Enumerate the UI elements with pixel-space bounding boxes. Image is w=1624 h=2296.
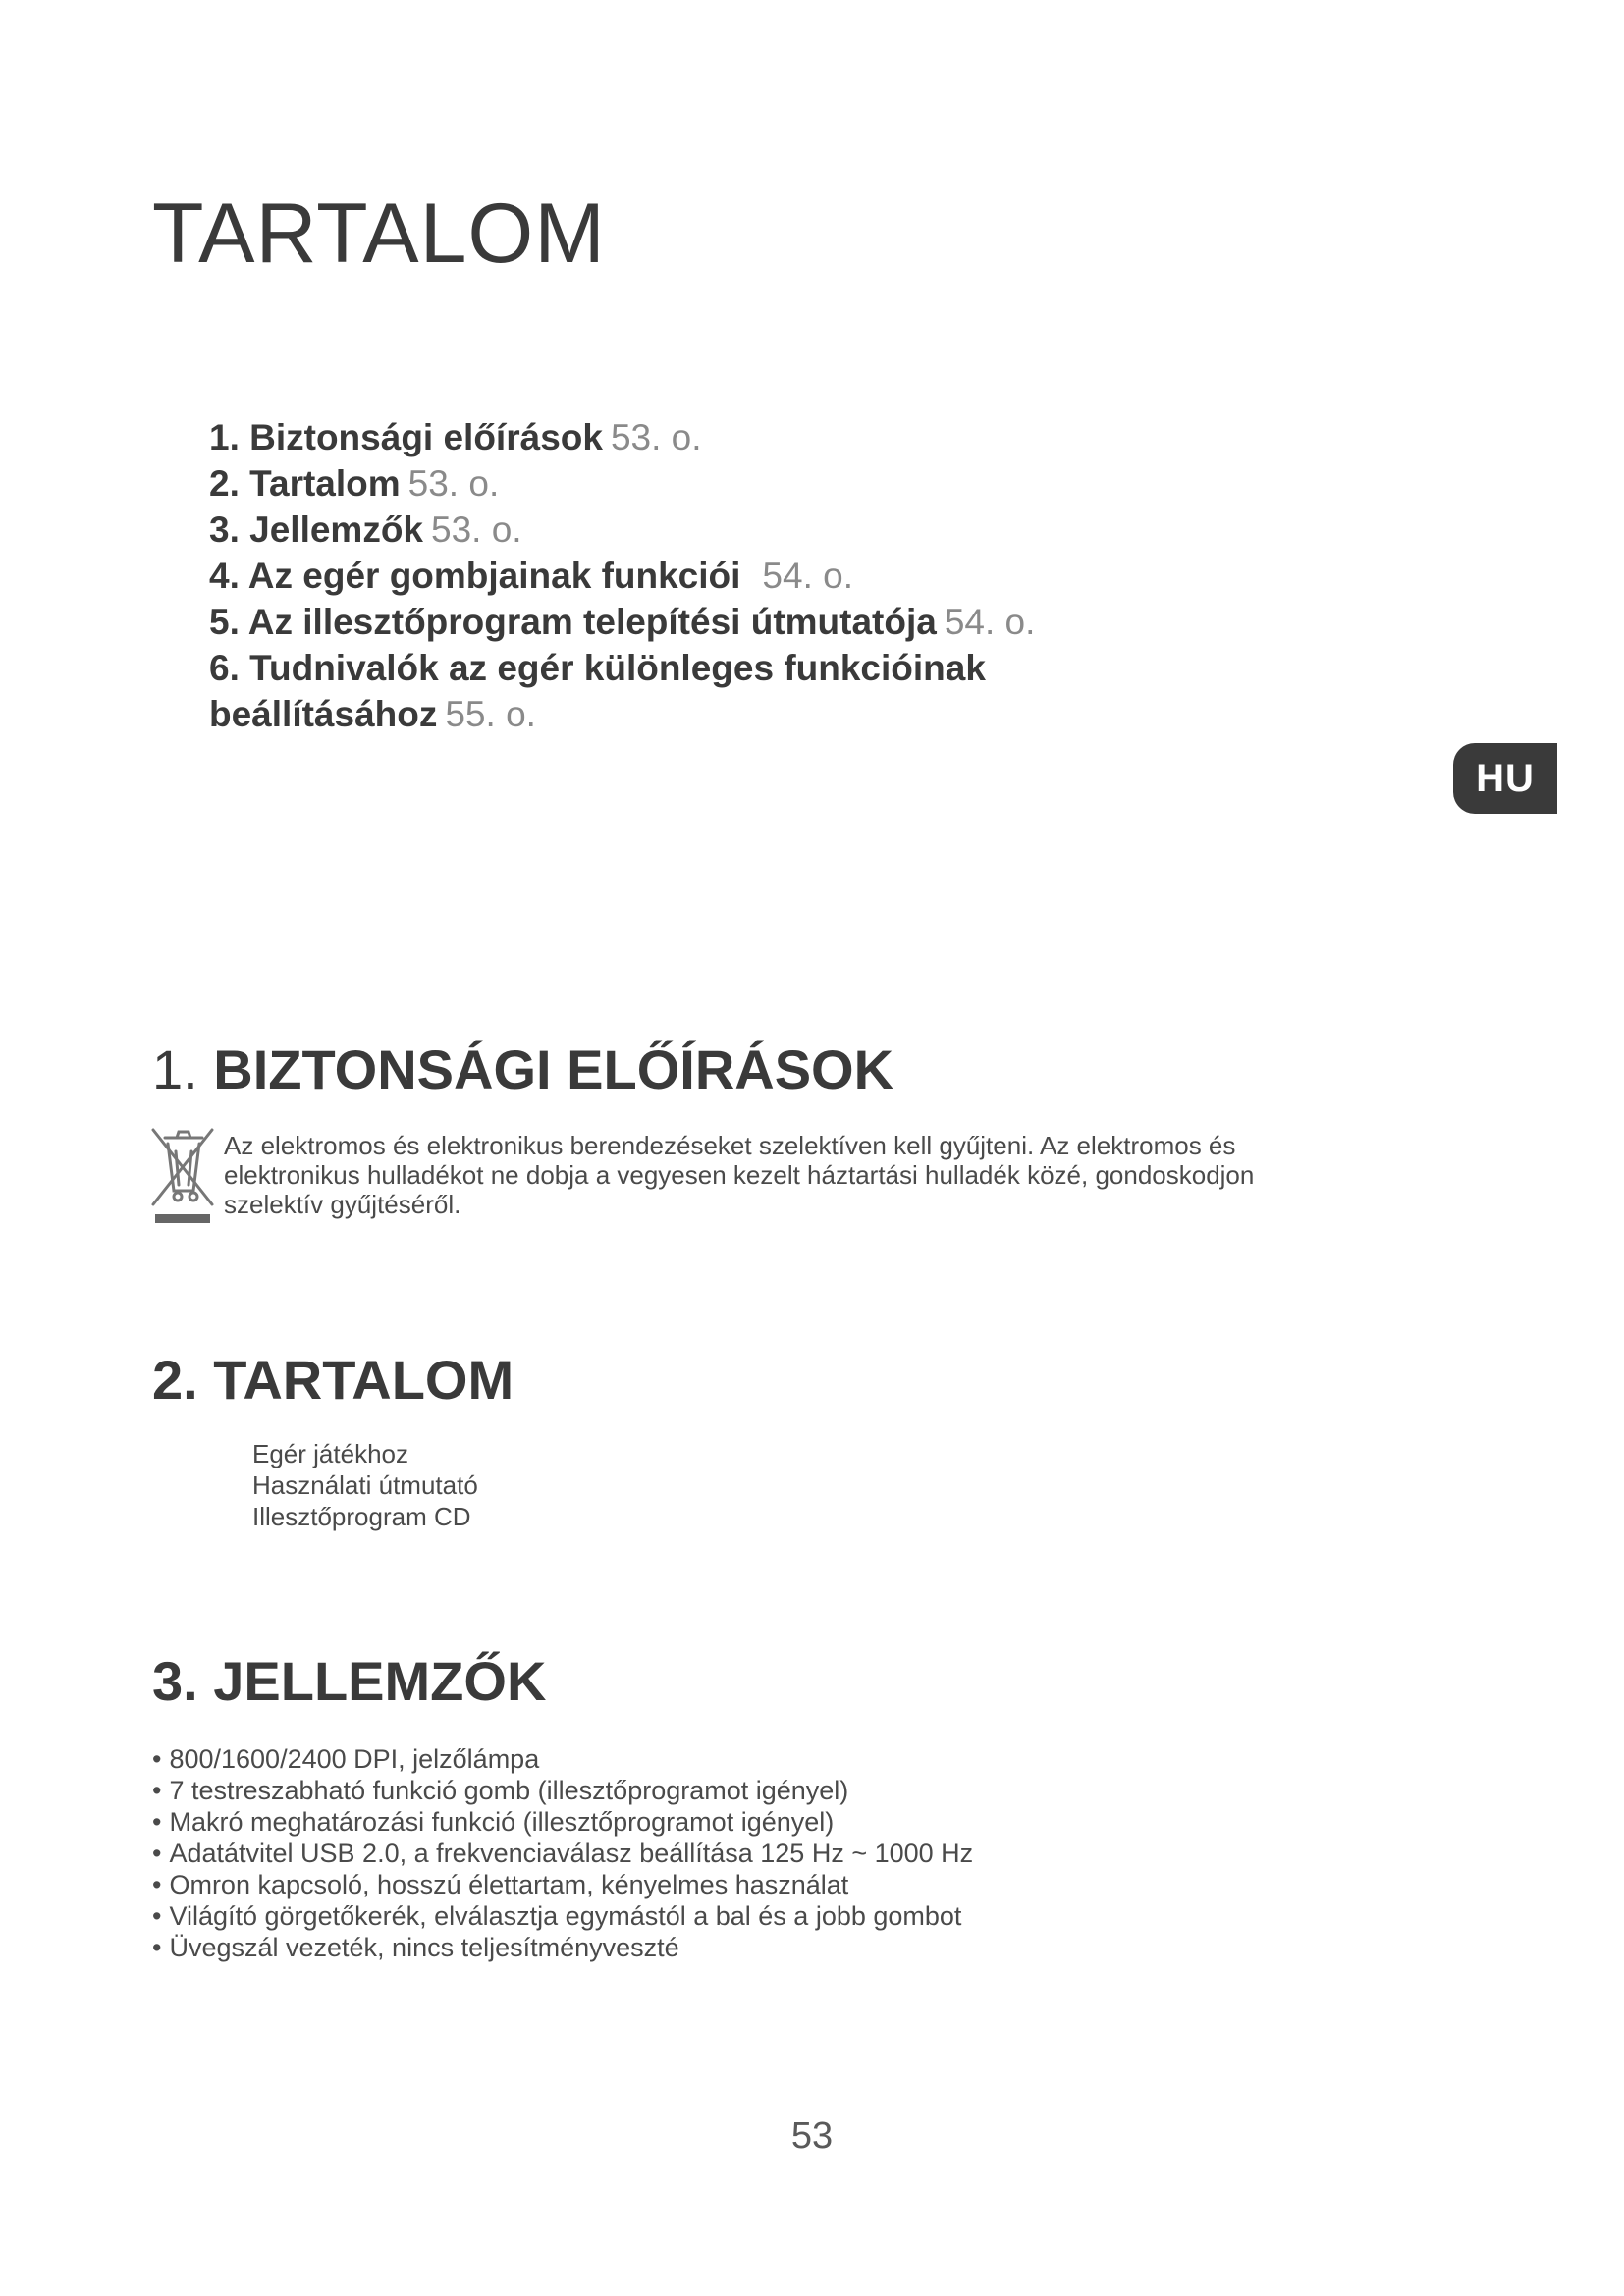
list-item: Használati útmutató <box>252 1470 478 1500</box>
toc-page-ref: 53. o. <box>407 463 500 504</box>
toc-page-ref: 55. o. <box>445 694 536 734</box>
toc-item: 2. Tartalom 53. o. <box>209 463 500 504</box>
list-item: • 7 testreszabható funkció gomb (illesztőprogramot igényel) <box>152 1775 973 1806</box>
section-features-title: 3. JELLEMZŐK <box>152 1650 547 1712</box>
toc-item: 3. Jellemzők 53. o. <box>209 509 522 550</box>
toc-item: 4. Az egér gombjainak funkciói 54. o. <box>209 556 853 596</box>
toc-item: beállításához 55. o. <box>209 694 536 734</box>
page-number: 53 <box>790 2115 834 2157</box>
package-contents-list <box>252 1438 478 1532</box>
page-title: TARTALOM <box>152 187 606 281</box>
language-tab: HU <box>1453 743 1557 814</box>
list-item: • Világító görgetőkerék, elválasztja egymástól a bal és a jobb gombot <box>152 1900 973 1932</box>
toc-item: 1. Biztonsági előírások 53. o. <box>209 417 702 457</box>
safety-text: Az elektromos és elektronikus berendezéseket szelektíven kell gyűjteni. Az elektromos és elektronikus hulladékot ne dobja a vegyesen kezelt háztartási hulladék közé, gondoskodjon szelektív gyűjtéséről. <box>224 1131 1255 1219</box>
features-list <box>152 1743 973 1963</box>
list-item: • Üvegszál vezeték, nincs teljesítményveszté <box>152 1932 973 1963</box>
list-item: Egér játékhoz <box>252 1439 408 1468</box>
toc-item: 5. Az illesztőprogram telepítési útmutatója 54. o. <box>209 602 1036 642</box>
list-item: Illesztőprogram CD <box>252 1502 471 1531</box>
toc-page-ref: 54. o. <box>944 602 1036 642</box>
list-item: • Makró meghatározási funkció (illesztőprogramot igényel) <box>152 1806 973 1838</box>
list-item: • Omron kapcsoló, hosszú élettartam, kényelmes használat <box>152 1869 973 1900</box>
toc-item: 6. Tudnivalók az egér különleges funkcióinak <box>209 648 986 688</box>
weee-crossed-bin-icon <box>147 1126 218 1228</box>
section-contents-title: 2. TARTALOM <box>152 1349 514 1411</box>
toc-page-ref: 53. o. <box>610 417 702 457</box>
toc-page-ref: 54. o. <box>762 556 853 596</box>
table-of-contents <box>209 414 1035 737</box>
toc-page-ref: 53. o. <box>431 509 522 550</box>
list-item: • 800/1600/2400 DPI, jelzőlámpa <box>152 1743 973 1775</box>
list-item: • Adatátvitel USB 2.0, a frekvenciaválasz beállítása 125 Hz ~ 1000 Hz <box>152 1838 973 1869</box>
section-safety-title: 1. BIZTONSÁGI ELŐÍRÁSOK <box>152 1039 894 1100</box>
